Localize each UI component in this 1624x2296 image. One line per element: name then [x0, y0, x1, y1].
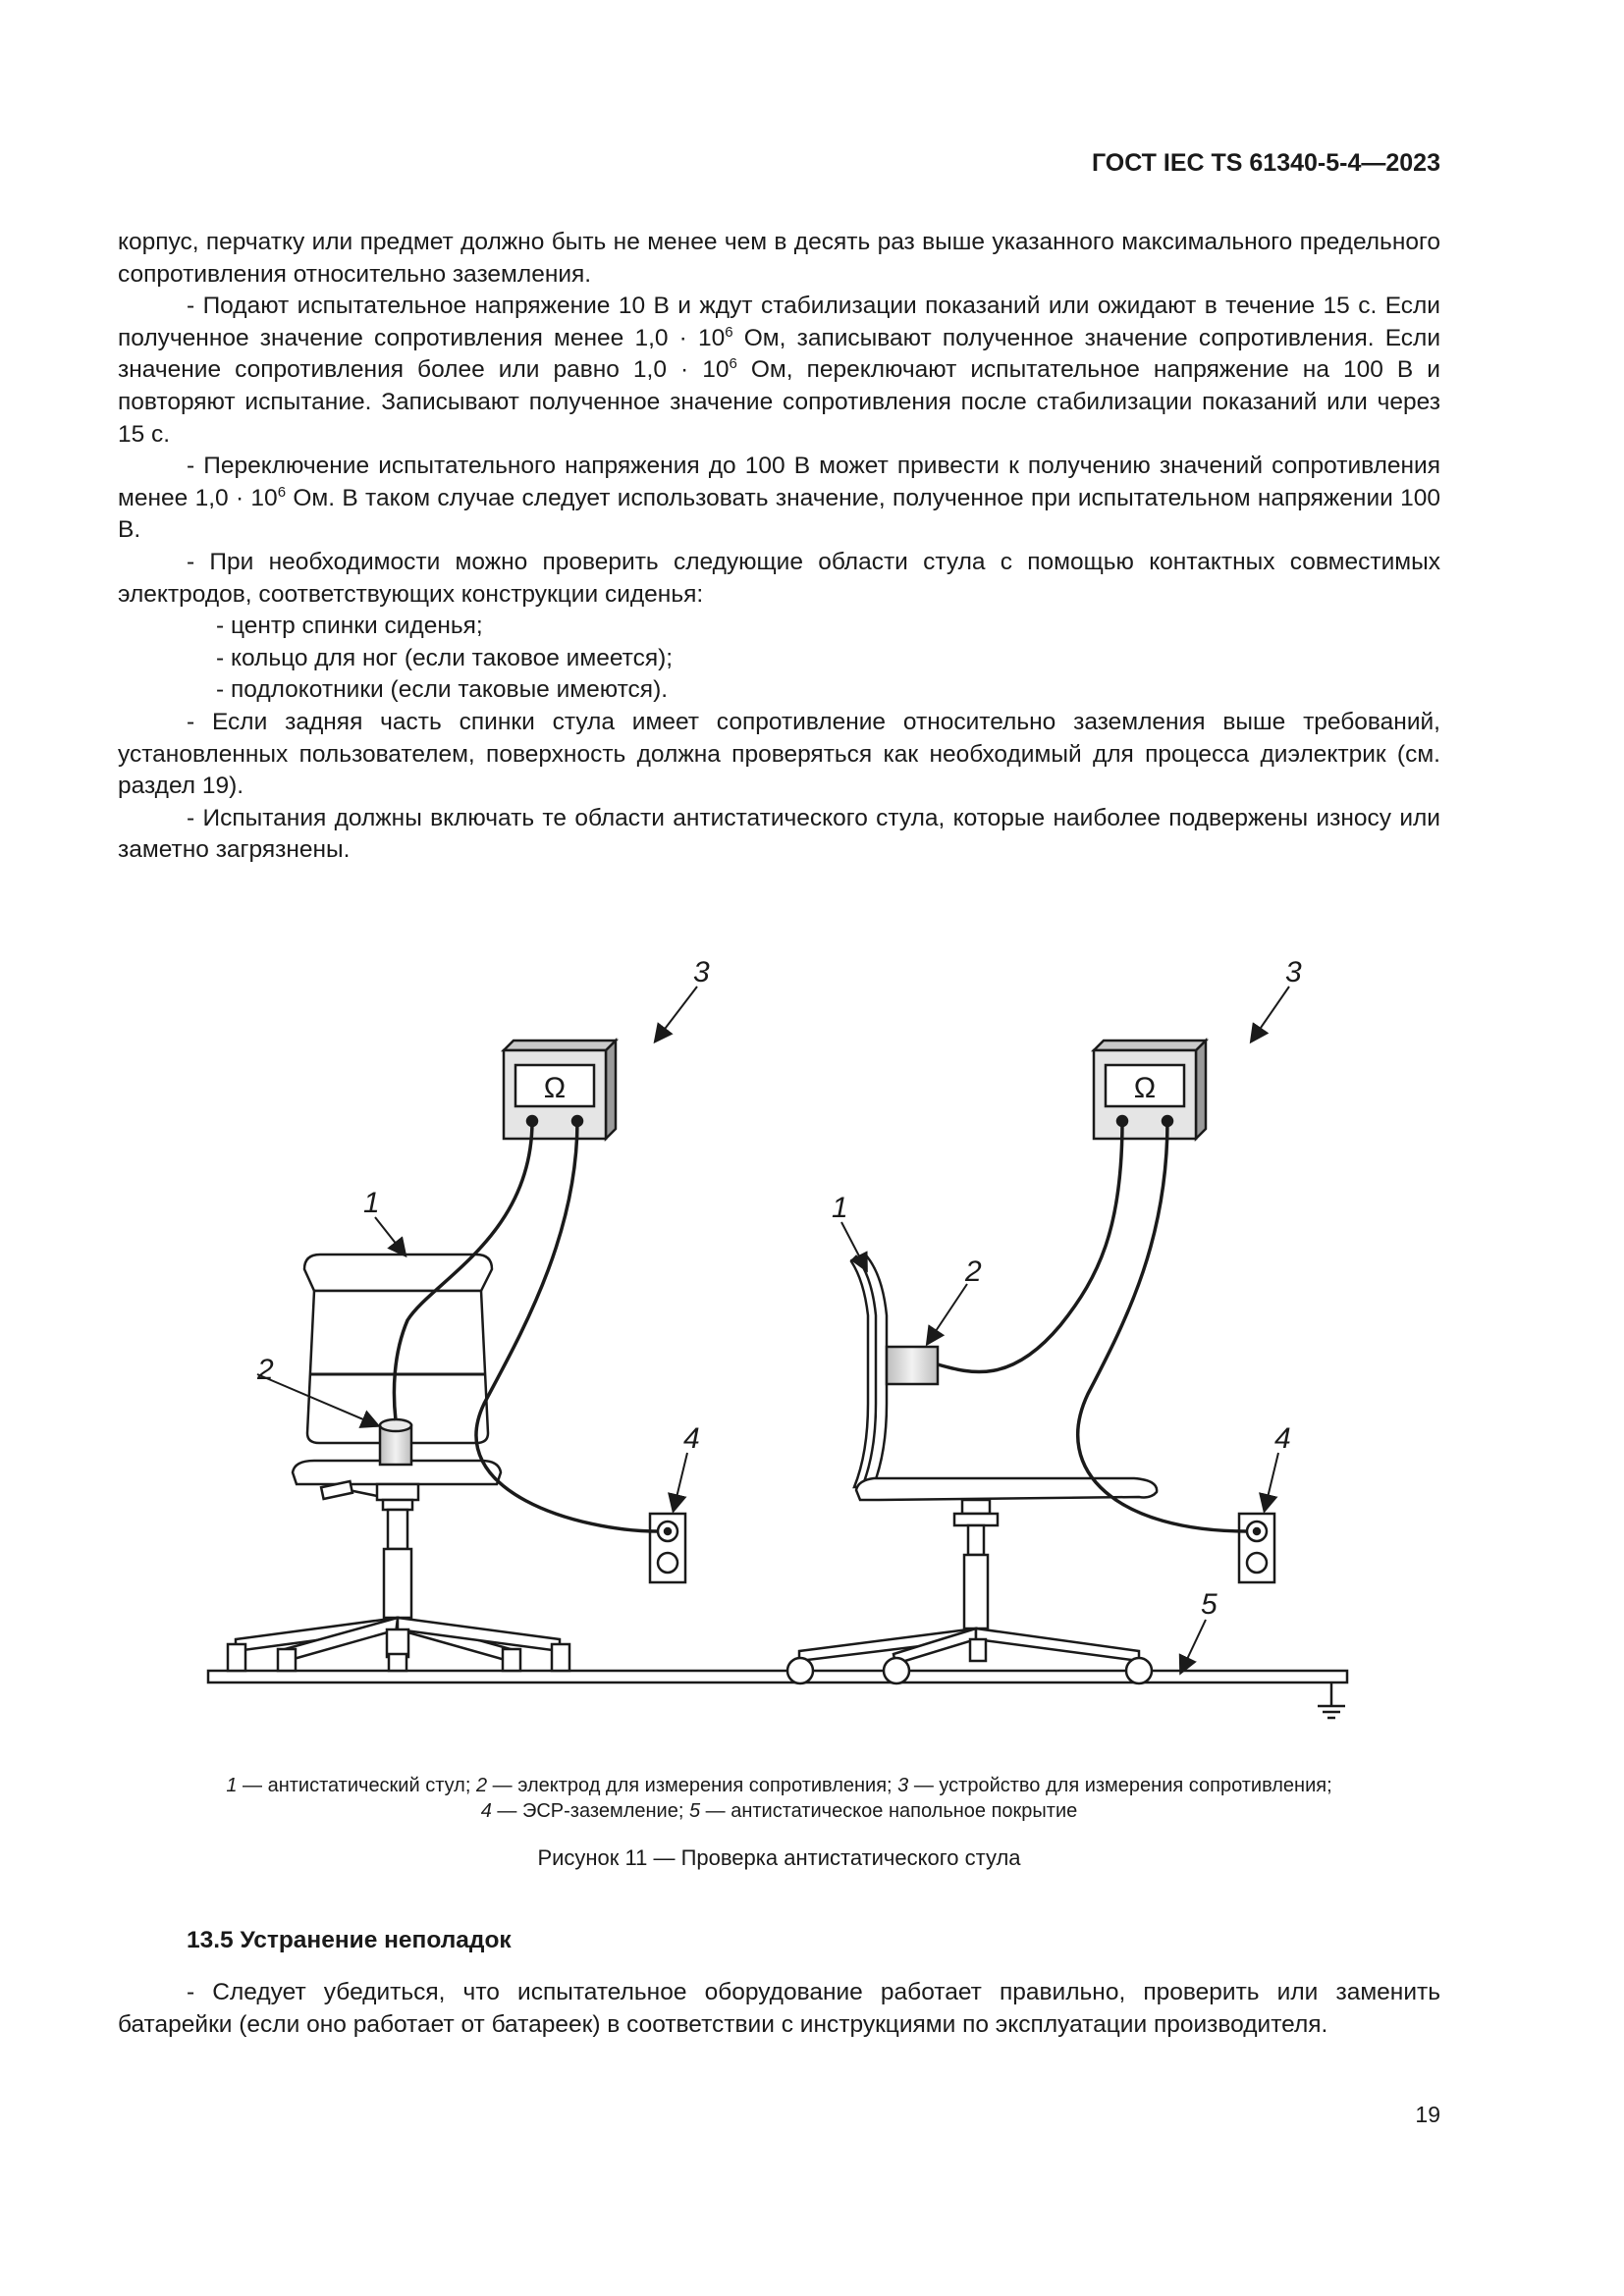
ground-symbol — [1318, 1682, 1345, 1718]
chair-side-backrest — [851, 1256, 876, 1487]
page-number: 19 — [1415, 2102, 1440, 2127]
section-heading: 13.5 Устранение неполадок — [187, 1927, 512, 1953]
floor-covering — [208, 1671, 1347, 1682]
callout-2-right: 2 — [965, 1255, 982, 1288]
paragraph-chair-areas: - При необходимости можно проверить следующие области стула с помощью контактных совместимых электродов, соответствующих конструкции сиденья: — [118, 548, 1440, 608]
electrode-backrest — [887, 1347, 938, 1384]
chair-test-diagram — [147, 942, 1384, 1728]
paragraph-wear-areas: - Испытания должны включать те области антистатического стула, которые наиболее подвержены износу или заметно загрязнены. — [118, 804, 1440, 864]
figure-11 — [147, 942, 1384, 1728]
test-cables — [394, 1121, 1247, 1531]
body-text — [118, 227, 1440, 867]
callout-1-right: 1 — [832, 1192, 848, 1224]
callout-3-left: 3 — [693, 956, 710, 988]
chair-side-view — [787, 1256, 1157, 1683]
callout-5: 5 — [1201, 1588, 1218, 1621]
callout-4-right: 4 — [1274, 1422, 1291, 1455]
document-header: ГОСТ IEC TS 61340-5-4—2023 — [1091, 149, 1440, 177]
ohm-symbol-left: Ω — [543, 1072, 567, 1104]
callout-1-left: 1 — [363, 1187, 380, 1219]
figure-legend-line-2: 4 — ЭСР-заземление; 5 — антистатическое напольное покрытие — [480, 1800, 1078, 1822]
list-item-foot-ring: - кольцо для ног (если таковое имеется); — [216, 644, 674, 671]
paragraph-troubleshooting: - Следует убедиться, что испытательное оборудование работает правильно, проверить или заменить батарейки (если оно работает от батареек) в соответствии с инструкциями по эксплуатации производителя. — [118, 1979, 1440, 2038]
figure-legend-line-1: 1 — антистатический стул; 2 — электрод для измерения сопротивления; 3 — устройство для измерения сопротивления; — [226, 1775, 1332, 1796]
callout-4-left: 4 — [683, 1422, 700, 1455]
chair-backrest-top — [304, 1255, 492, 1291]
list-item-armrests: - подлокотники (если таковые имеются). — [216, 676, 669, 704]
figure-title: Рисунок 11 — Проверка антистатического стула — [537, 1845, 1021, 1870]
figure-legend — [118, 1773, 1440, 1824]
ohm-symbol-right: Ω — [1133, 1072, 1157, 1104]
callout-3-right: 3 — [1285, 956, 1302, 988]
paragraph-test-voltage: - Подают испытательное напряжение 10 В и ждут стабилизации показаний или ожидают в течение 15 с. Если полученное значение сопротивления менее $1,0 \cdot 10^6$ Ом, записывают полученное значение сопротивления. Если значение сопротивления более или равно $1,0 \cdot 10^6$ Ом, переключают испытательное напряжение на 100 В и повторяют испытание. Записывают полученное значение сопротивления после стабилизации показаний или через 15 с. — [118, 293, 1440, 448]
ground-socket-left — [650, 1514, 685, 1582]
list-item-backrest: - центр спинки сиденья; — [216, 613, 483, 640]
callout-2-left: 2 — [257, 1354, 274, 1386]
paragraph-continuation: корпус, перчатку или предмет должно быть не менее чем в десять раз выше указанного максимального предельного сопротивления относительно заземления. — [118, 229, 1440, 288]
paragraph-backrest-dielectric: - Если задняя часть спинки стула имеет сопротивление относительно заземления выше требований, установленных пользователем, поверхность должна проверяться как необходимый для процесса диэлектрик (см. раздел 19). — [118, 708, 1440, 800]
electrode-seat — [380, 1419, 411, 1465]
paragraph-voltage-switch: - Переключение испытательного напряжения до 100 В может привести к получению значений сопротивления менее $1,0 \cdot 10^6$ Ом. В таком случае следует использовать значение, полученное при испытательном напряжении 100 В. — [118, 453, 1441, 544]
ground-socket-right — [1239, 1514, 1274, 1582]
